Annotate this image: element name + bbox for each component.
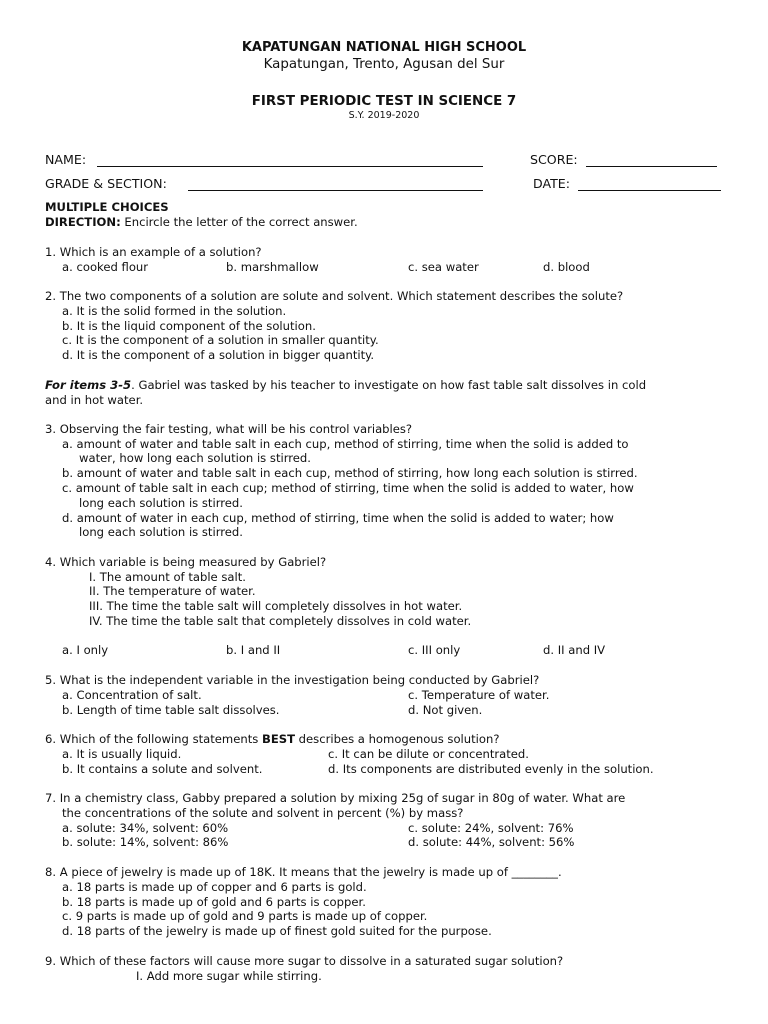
school-address: Kapatungan, Trento, Agusan del Sur — [263, 57, 505, 72]
q5-stem: 5. What is the independent variable in the investigation being conducted by Gabriel? — [45, 673, 540, 687]
q3-choice-c-cont: long each solution is stirred. — [79, 496, 243, 510]
q6-choice-a[interactable]: a. It is usually liquid. — [62, 747, 182, 761]
q4-option-iv: IV. The time the table salt that completely dissolves in cold water. — [89, 614, 472, 628]
q4-choice-c[interactable]: c. III only — [408, 643, 461, 657]
q4-stem: 4. Which variable is being measured by Gabriel? — [45, 555, 327, 569]
name-label: NAME: — [45, 152, 87, 167]
q6-choice-d[interactable]: d. Its components are distributed evenly in the solution. — [328, 762, 654, 776]
q4-choice-a[interactable]: a. I only — [62, 643, 109, 657]
q4-option-iii: III. The time the table salt will completely dissolves in hot water. — [89, 599, 463, 613]
q8-choice-d[interactable]: d. 18 parts of the jewelry is made up of finest gold suited for the purpose. — [62, 924, 492, 938]
q1-choice-c[interactable]: c. sea water — [408, 260, 479, 274]
q3-choice-a[interactable]: a. amount of water and table salt in each cup, method of stirring, time when the solid is added to — [62, 437, 629, 451]
items-3-5-intro-cont: and in hot water. — [45, 393, 144, 407]
score-blank[interactable] — [586, 166, 717, 167]
date-blank[interactable] — [578, 190, 721, 191]
test-title: FIRST PERIODIC TEST IN SCIENCE 7 — [251, 94, 517, 109]
q7-stem-cont: the concentrations of the solute and solvent in percent (%) by mass? — [62, 806, 464, 820]
q8-choice-b[interactable]: b. 18 parts is made up of gold and 6 parts is copper. — [62, 895, 366, 909]
direction: DIRECTION: Encircle the letter of the correct answer. — [45, 215, 358, 229]
q9-stem: 9. Which of these factors will cause more sugar to dissolve in a saturated sugar solution? — [45, 954, 564, 968]
school-year: S.Y. 2019-2020 — [348, 110, 420, 121]
q6-choice-c[interactable]: c. It can be dilute or concentrated. — [328, 747, 529, 761]
q2-choice-b[interactable]: b. It is the liquid component of the solution. — [62, 319, 316, 333]
q2-stem: 2. The two components of a solution are solute and solvent. Which statement describes the solute? — [45, 289, 624, 303]
q7-choice-b[interactable]: b. solute: 14%, solvent: 86% — [62, 835, 229, 849]
q1-stem: 1. Which is an example of a solution? — [45, 245, 262, 259]
q2-choice-c[interactable]: c. It is the component of a solution in smaller quantity. — [62, 333, 379, 347]
q3-choice-d-cont: long each solution is stirred. — [79, 525, 243, 539]
q4-choice-b[interactable]: b. I and II — [226, 643, 281, 657]
q6-stem: 6. Which of the following statements BEST describes a homogenous solution? — [45, 732, 500, 746]
date-label: DATE: — [533, 176, 571, 191]
q8-choice-c[interactable]: c. 9 parts is made up of gold and 9 parts is made up of copper. — [62, 909, 428, 923]
q3-choice-a-cont: water, how long each solution is stirred. — [79, 451, 311, 465]
q5-choice-a[interactable]: a. Concentration of salt. — [62, 688, 202, 702]
q7-choice-d[interactable]: d. solute: 44%, solvent: 56% — [408, 835, 575, 849]
q7-choice-a[interactable]: a. solute: 34%, solvent: 60% — [62, 821, 229, 835]
q7-stem: 7. In a chemistry class, Gabby prepared a solution by mixing 25g of sugar in 80g of water. What are — [45, 791, 626, 805]
q1-choice-a[interactable]: a. cooked flour — [62, 260, 149, 274]
q5-choice-b[interactable]: b. Length of time table salt dissolves. — [62, 703, 280, 717]
q3-choice-d[interactable]: d. amount of water in each cup, method of stirring, time when the solid is added to water; how — [62, 511, 614, 525]
name-blank[interactable] — [97, 166, 483, 167]
q2-choice-a[interactable]: a. It is the solid formed in the solution. — [62, 304, 287, 318]
q3-stem: 3. Observing the fair testing, what will be his control variables? — [45, 422, 413, 436]
q7-choice-c[interactable]: c. solute: 24%, solvent: 76% — [408, 821, 574, 835]
school-name: KAPATUNGAN NATIONAL HIGH SCHOOL — [241, 40, 527, 55]
q4-choice-d[interactable]: d. II and IV — [543, 643, 606, 657]
grade-section-blank[interactable] — [188, 190, 483, 191]
q5-choice-c[interactable]: c. Temperature of water. — [408, 688, 550, 702]
q4-option-ii: II. The temperature of water. — [89, 584, 256, 598]
q9-option-i: I. Add more sugar while stirring. — [136, 969, 322, 983]
q8-stem: 8. A piece of jewelry is made up of 18K. It means that the jewelry is made up of ________. — [45, 865, 562, 879]
q4-option-i: I. The amount of table salt. — [89, 570, 246, 584]
q3-choice-c[interactable]: c. amount of table salt in each cup; method of stirring, time when the solid is added to water, how — [62, 481, 634, 495]
q1-choice-d[interactable]: d. blood — [543, 260, 590, 274]
q3-choice-b[interactable]: b. amount of water and table salt in each cup, method of stirring, how long each solution is stirred. — [62, 466, 638, 480]
q5-choice-d[interactable]: d. Not given. — [408, 703, 483, 717]
q1-choice-b[interactable]: b. marshmallow — [226, 260, 319, 274]
q2-choice-d[interactable]: d. It is the component of a solution in bigger quantity. — [62, 348, 375, 362]
score-label: SCORE: — [530, 152, 578, 167]
q6-choice-b[interactable]: b. It contains a solute and solvent. — [62, 762, 263, 776]
q8-choice-a[interactable]: a. 18 parts is made up of copper and 6 parts is gold. — [62, 880, 367, 894]
section-title: MULTIPLE CHOICES — [45, 200, 169, 214]
items-3-5-intro: For items 3-5. Gabriel was tasked by his teacher to investigate on how fast table salt dissolves in cold — [45, 378, 647, 392]
grade-section-label: GRADE & SECTION: — [45, 176, 167, 191]
